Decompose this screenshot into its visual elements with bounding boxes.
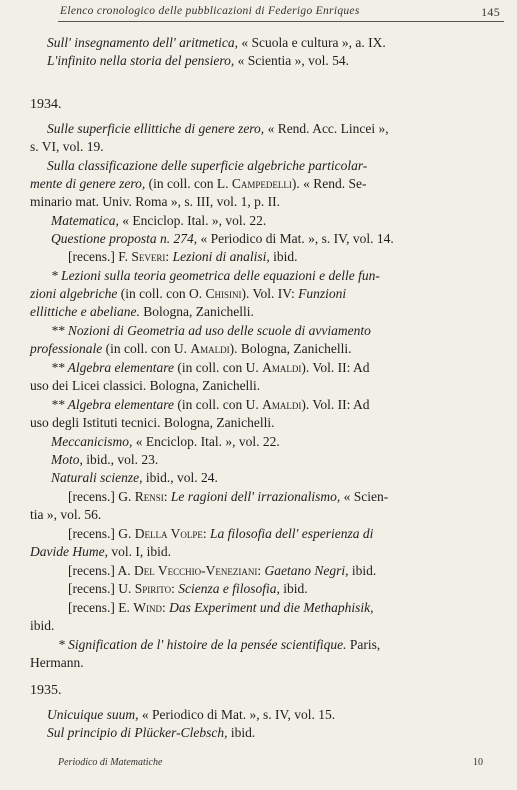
entry-line: mente di genere zero, (in coll. con L. Campedelli). « Rend. Se- bbox=[30, 176, 367, 191]
entry-line: uso dei Licei classici. Bologna, Zanichelli. bbox=[30, 378, 261, 393]
entry-line: * Signification de l' histoire de la pensée scientifique. Paris, bbox=[58, 637, 381, 652]
entry-line: [recens.] F. Severi: Lezioni di analisi, ibid. bbox=[68, 249, 298, 264]
entry-line: ibid. bbox=[30, 618, 55, 633]
entry-line: L'infinito nella storia del pensiero, « Scientia », vol. 54. bbox=[47, 53, 350, 68]
entry-line: Sull' insegnamento dell' aritmetica, « Scuola e cultura », a. IX. bbox=[47, 35, 386, 50]
entry-line: ** Algebra elementare (in coll. con U. Amaldi). Vol. II: Ad bbox=[51, 360, 370, 375]
entry-line: Unicuique suum, « Periodico di Mat. », s. IV, vol. 15. bbox=[47, 707, 336, 722]
entry-line: Davide Hume, vol. I, ibid. bbox=[30, 544, 171, 559]
entry-line: Hermann. bbox=[30, 655, 84, 670]
entry-line: [recens.] A. Del Vecchio-Veneziani: Gaetano Negri, ibid. bbox=[68, 563, 377, 578]
entry-line: Matematica, « Enciclop. Ital. », vol. 22. bbox=[51, 213, 267, 228]
entry-line: tia », vol. 56. bbox=[30, 507, 102, 522]
running-header bbox=[60, 5, 500, 17]
signature-mark: 10 bbox=[473, 757, 483, 768]
entry-line: [recens.] G. Rensi: Le ragioni dell' irrazionalismo, « Scien- bbox=[68, 489, 389, 504]
entry-line: [recens.] G. Della Volpe: La filosofia dell' esperienza di bbox=[68, 526, 374, 541]
running-title: Elenco cronologico delle pubblicazioni di Federigo Enriques bbox=[60, 5, 360, 17]
page-number: 145 bbox=[481, 5, 500, 19]
entry-line: Naturali scienze, ibid., vol. 24. bbox=[51, 470, 218, 485]
entry-line: * Lezioni sulla teoria geometrica delle equazioni e delle fun- bbox=[51, 268, 380, 283]
year-heading-1935: 1935. bbox=[30, 683, 62, 698]
entry-line: zioni algebriche (in coll. con O. Chisini). Vol. IV: Funzioni bbox=[30, 286, 347, 301]
entry-line: [recens.] E. Wind: Das Experiment und die Methaphisik, bbox=[68, 600, 374, 615]
entry-line: Moto, ibid., vol. 23. bbox=[51, 452, 159, 467]
entry-line: Meccanicismo, « Enciclop. Ital. », vol. 22. bbox=[51, 434, 280, 449]
entry-line: uso degli Istituti tecnici. Bologna, Zanichelli. bbox=[30, 415, 275, 430]
entry-line: Sulle superficie ellittiche di genere zero, « Rend. Acc. Lincei », bbox=[47, 121, 389, 136]
entry-line: [recens.] U. Spirito: Scienza e filosofia, ibid. bbox=[68, 581, 308, 596]
year-heading-1934: 1934. bbox=[30, 97, 62, 112]
entry-line: ** Nozioni di Geometria ad uso delle scuole di avviamento bbox=[51, 323, 371, 338]
page-footer bbox=[58, 757, 498, 768]
entry-line: Sulla classificazione delle superficie algebriche particolar- bbox=[47, 158, 368, 173]
footer-journal: Periodico di Matematiche bbox=[58, 757, 163, 768]
entry-line: ** Algebra elementare (in coll. con U. Amaldi). Vol. II: Ad bbox=[51, 397, 370, 412]
entry-line: minario mat. Univ. Roma », s. III, vol. 1, p. II. bbox=[30, 194, 280, 209]
entry-line: ellittiche e abeliane. Bologna, Zanichelli. bbox=[30, 304, 254, 319]
header-rule bbox=[58, 21, 504, 22]
entry-line: Questione proposta n. 274, « Periodico di Mat. », s. IV, vol. 14. bbox=[51, 231, 394, 246]
entry-line: professionale (in coll. con U. Amaldi). Bologna, Zanichelli. bbox=[30, 341, 352, 356]
entry-line: Sul principio di Plücker-Clebsch, ibid. bbox=[47, 725, 256, 740]
entry-line: s. VI, vol. 19. bbox=[30, 139, 104, 154]
